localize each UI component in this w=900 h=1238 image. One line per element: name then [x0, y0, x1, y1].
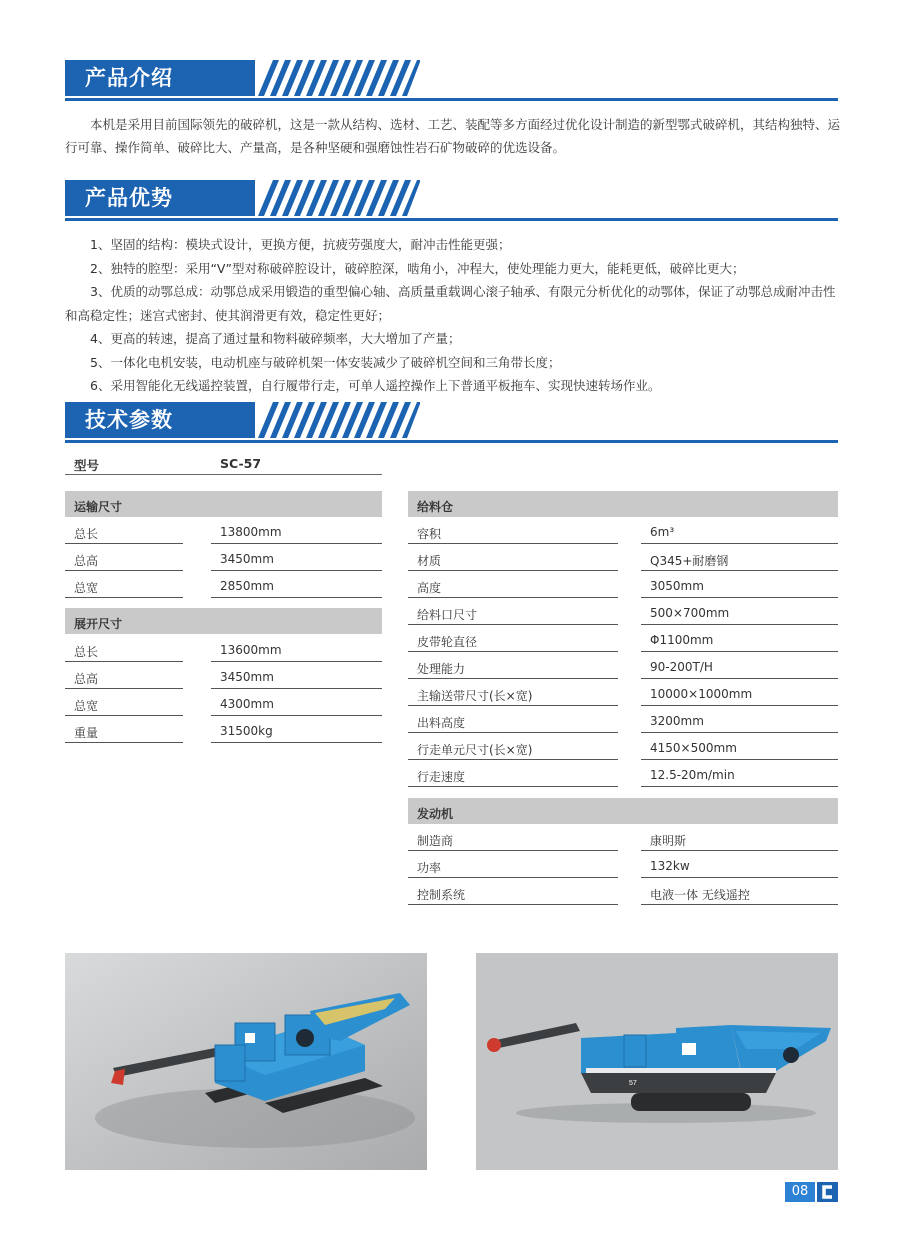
c-logo-icon: [817, 1182, 838, 1202]
group-header-hopper: [408, 491, 838, 517]
spec-row: [408, 517, 838, 544]
spec-row: [65, 635, 382, 662]
spec-row: [408, 851, 838, 878]
spec-key: 容积: [417, 527, 442, 541]
spec-row: [65, 571, 382, 598]
spec-key: 制造商: [417, 834, 454, 848]
section-title-specs: 技术参数: [85, 408, 173, 432]
spec-value: 3050mm: [650, 579, 704, 593]
section-header-intro: [65, 60, 838, 102]
spec-key: 行走单元尺寸(长×宽): [417, 743, 533, 757]
spec-row: [408, 544, 838, 571]
spec-row: [65, 544, 382, 571]
model-label: 型号: [74, 458, 100, 473]
spec-key: 总宽: [74, 699, 99, 713]
group-title: 运输尺寸: [74, 500, 123, 514]
model-row: [65, 452, 382, 475]
section-header-specs: [65, 402, 838, 444]
spec-row: [65, 689, 382, 716]
spec-key: 重量: [74, 726, 99, 740]
spec-value: 6m³: [650, 525, 675, 539]
spec-key: 主输送带尺寸(长×宽): [417, 689, 533, 703]
spec-row: [65, 517, 382, 544]
spec-value: 3450mm: [220, 552, 274, 566]
spec-value: 132kw: [650, 859, 690, 873]
spec-row: [408, 652, 838, 679]
advantages-list: [65, 233, 840, 398]
stripes-decoration: [240, 60, 420, 96]
spec-row: [408, 625, 838, 652]
spec-key: 总长: [74, 645, 99, 659]
advantage-item: 5、一体化电机安装，电动机座与破碎机架一体安装减少了破碎机空间和三角带长度；: [90, 354, 561, 370]
spec-key: 功率: [417, 861, 442, 875]
crusher-illustration-perspective: [65, 953, 427, 1170]
header-rule: [65, 98, 838, 101]
intro-paragraph: 本机是采用目前国际领先的破碎机，这是一款从结构、选材、工艺、装配等多方面经过优化设计制造的新型鄂式破碎机，其结构独特、运行可靠、操作简单、破碎比大、产量高，是各种坚硬和强磨蚀性岩石矿物破碎的优选设备。: [65, 117, 841, 155]
spec-row: [408, 679, 838, 706]
advantage-item: 2、独特的腔型：采用“V”型对称破碎腔设计，破碎腔深，啮角小，冲程大，使处理能力更大，能耗更低，破碎比更大；: [90, 260, 745, 276]
group-title: 给料仓: [417, 500, 454, 514]
spec-row: [408, 706, 838, 733]
spec-value: 3200mm: [650, 714, 704, 728]
spec-value: 10000×1000mm: [650, 687, 753, 701]
group-header-deployed: [65, 608, 382, 634]
header-rule: [65, 440, 838, 443]
spec-key: 皮带轮直径: [417, 635, 478, 649]
product-photo-side: [476, 953, 838, 1170]
spec-row: [65, 662, 382, 689]
spec-key: 材质: [417, 554, 442, 568]
spec-row: [408, 733, 838, 760]
product-photo-perspective: [65, 953, 427, 1170]
spec-key: 给料口尺寸: [417, 608, 478, 622]
group-title: 发动机: [417, 807, 454, 821]
spec-key: 总宽: [74, 581, 99, 595]
spec-value: 电液一体 无线遥控: [650, 888, 750, 902]
spec-key: 高度: [417, 581, 442, 595]
spec-value: 90-200T/H: [650, 660, 713, 674]
section-title-advantages: 产品优势: [85, 186, 173, 210]
header-rule: [65, 218, 838, 221]
spec-value: 31500kg: [220, 724, 273, 738]
spec-value: 500×700mm: [650, 606, 730, 620]
spec-key: 处理能力: [417, 662, 466, 676]
advantage-item: 3、优质的动鄂总成：动鄂总成采用锻造的重型偏心轴、高质量重载调心滚子轴承、有限元分析优化的动鄂体，保证了动鄂总成耐冲击性和高稳定性；迷宫式密封、使其润滑更有效，稳定性更好；: [65, 284, 836, 323]
group-header-engine: [408, 798, 838, 824]
advantage-item: 4、更高的转速，提高了通过量和物料破碎频率，大大增加了产量；: [90, 331, 461, 346]
spec-value: 3450mm: [220, 670, 274, 684]
spec-value: 2850mm: [220, 579, 274, 593]
section-header-advantages: [65, 180, 838, 222]
spec-value: 13600mm: [220, 643, 282, 657]
stripes-decoration: [240, 402, 420, 438]
side-number-label: 57: [629, 1080, 637, 1087]
spec-row: [408, 824, 838, 851]
advantage-item: 1、坚固的结构：模块式设计，更换方便，抗疲劳强度大，耐冲击性能更强；: [90, 237, 511, 252]
spec-value: 康明斯: [650, 834, 687, 848]
spec-value: Q345+耐磨钢: [650, 554, 729, 568]
spec-value: 4150×500mm: [650, 741, 737, 755]
stripes-decoration: [240, 180, 420, 216]
spec-row: [408, 760, 838, 787]
spec-key: 总高: [74, 672, 99, 686]
spec-value: Φ1100mm: [650, 633, 714, 647]
spec-key: 出料高度: [417, 716, 466, 730]
model-value: SC-57: [220, 456, 262, 471]
group-header-transport: [65, 491, 382, 517]
spec-key: 行走速度: [417, 770, 466, 784]
spec-value: 4300mm: [220, 697, 274, 711]
crusher-illustration-side: [476, 953, 838, 1170]
spec-row: [408, 571, 838, 598]
brand-logo: [817, 1182, 838, 1202]
spec-row: [408, 598, 838, 625]
spec-row: [65, 716, 382, 743]
spec-key: 总长: [74, 527, 99, 541]
page-number: 08: [785, 1182, 815, 1202]
spec-row: [408, 878, 838, 905]
section-title-intro: 产品介绍: [85, 66, 173, 90]
group-title: 展开尺寸: [74, 617, 123, 631]
spec-value: 13800mm: [220, 525, 282, 539]
spec-key: 总高: [74, 554, 99, 568]
spec-key: 控制系统: [417, 888, 466, 902]
advantage-item: 6、采用智能化无线遥控装置，自行履带行走，可单人遥控操作上下普通平板拖车、实现快速转场作业。: [90, 378, 661, 393]
spec-value: 12.5-20m/min: [650, 768, 735, 782]
